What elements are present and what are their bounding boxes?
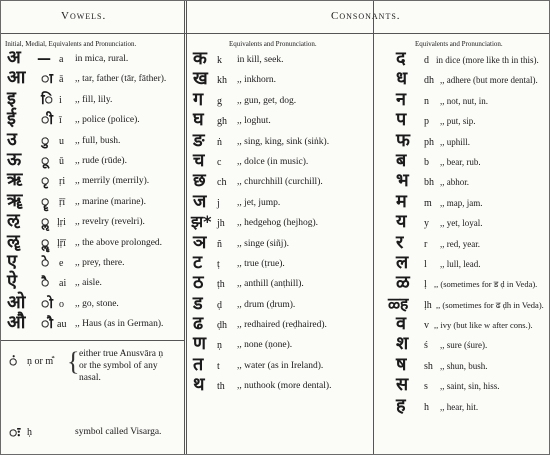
vowel-row [1,47,183,70]
vowel-medial: ै [41,275,50,292]
vowel-medial: ॣ [41,234,50,251]
vowel-translit: o [59,298,64,310]
consonant-char: द [396,48,406,69]
consonant-equivalent: ,, abhor. [440,177,469,188]
consonant-equivalent: ,, shun, bush. [440,360,488,371]
consonant-equivalent: ,, none (ṇone). [237,340,293,351]
consonants-list-1 [187,48,373,398]
vowel-row [1,87,183,111]
consonant-equivalent: ,, bear, rub. [440,156,481,167]
vowel-initial: अ [7,47,21,68]
consonant-equivalent: ,, saint, sin, hiss. [440,381,500,392]
consonant-equivalent: ,, (sometimes for ढ ḍh in Veda). [436,299,544,310]
consonant-translit: v [424,320,429,332]
consonant-row [187,48,373,71]
consonant-char: ङ [193,129,205,151]
consonant-equivalent: ,, sure (śure). [440,340,488,351]
consonant-char: ह [396,394,406,416]
consonant-char: ब [396,149,407,171]
vowel-medial: ॢ [41,214,50,231]
consonant-row [187,333,373,356]
consonant-equivalent: ,, adhere (but more dental). [440,75,538,86]
consonant-char: च [193,149,205,171]
vowel-translit: i [59,94,62,106]
consonant-row [187,251,373,275]
consonant-equivalent: ,, (sometimes for ड ḍ in Veda). [434,279,538,290]
vowel-equivalent: ,, go, stone. [75,298,119,309]
vowel-medial: ु [41,132,50,149]
vowel-initial: ऌ [7,210,20,232]
consonant-char: ठ [193,272,204,294]
vowel-medial: — [37,51,51,67]
consonant-char: ट [193,251,203,273]
vowel-initial: ई [7,108,16,130]
visarga-translit: ḥ [27,427,32,438]
consonant-char: त [193,353,204,375]
consonant-char: फ [396,129,410,151]
consonant-equivalent: ,, water (as in Ireland). [237,360,324,371]
consonant-equivalent: ,, map, jam. [440,197,483,208]
vowel-equivalent: ,, full, bush. [75,135,121,146]
vowel-equivalent: ,, tar, father (tār, fāther). [75,74,167,85]
consonant-translit: h [424,401,429,413]
vowel-medial: ो [41,295,53,312]
consonants-list-2 [376,48,549,418]
consonant-row [187,231,373,255]
consonant-row [187,170,373,193]
consonant-char: घ [193,109,204,131]
vowel-initial: आ [7,67,26,89]
header-rule [1,33,549,34]
vowel-equivalent: ,, Haus (as in German). [75,319,164,330]
vowel-equivalent: ,, marine (marine). [75,196,146,207]
vowel-translit: u [59,135,64,147]
consonant-char: व [396,313,407,335]
vowels-heading: Vowels. [61,10,107,22]
consonant-translit: ṭh [217,279,225,291]
consonant-translit: kh [217,75,227,87]
consonant-char: ढ [193,313,204,335]
consonant-char: ध [396,68,408,90]
consonant-translit: ḍh [217,320,227,332]
consonant-row [187,88,373,112]
consonant-translit: ph [424,136,434,148]
vowel-translit: au [57,319,67,331]
consonant-char: ळ्ह [388,293,409,313]
vowel-row [1,128,183,152]
consonant-equivalent: ,, lull, lead. [440,258,481,269]
consonant-char: म [396,190,407,212]
vowel-medial: ी [41,112,53,129]
consonants-heading: Consonants. [331,10,401,22]
consonant-row [187,313,373,336]
consonant-char: ख [193,68,208,90]
consonant-equivalent: ,, not, nut, in. [440,95,489,106]
consonant-equivalent: ,, yet, loyal. [440,218,483,229]
consonant-row [187,190,373,214]
consonant-equivalent: ,, inkhorn. [237,75,277,86]
consonant-row [187,129,373,153]
consonant-row [187,292,373,316]
consonant-translit: t [217,360,220,372]
consonant-equivalent: ,, red, year. [440,238,480,249]
vowel-translit: ḷṛi [57,217,66,229]
vowel-medial: ा [41,71,53,88]
consonant-translit: ṭ [217,258,220,270]
vowel-translit: ū [59,155,64,167]
consonant-row [187,109,373,132]
anusvara-sign: ं [9,354,18,370]
consonant-translit: bh [424,177,434,189]
consonant-translit: ḷ [424,279,427,291]
consonant-translit: ṅ [217,136,222,148]
anusvara-translit: ṇ or m̐ [27,356,54,367]
consonant-translit: sh [424,360,433,372]
consonant-row [376,394,549,418]
consonant-translit: ñ [217,238,222,250]
consonant-char: थ [193,374,205,396]
consonant-char: झ* [191,212,212,232]
anusvara-equiv-1: either true Anusvāra ṇ [79,349,164,359]
consonant-translit: jh [217,218,225,230]
vowel-initial: उ [7,128,17,150]
vowel-row [1,148,183,172]
vowel-row [1,108,183,131]
vowel-initial: ऐ [7,271,17,293]
consonant-char: प [396,109,407,131]
consonant-translit: gh [217,116,227,128]
consonant-row [187,272,373,295]
consonant-equivalent: ,, loghut. [237,116,271,127]
consonant-equivalent: ,, sing, king, sink (siṅk). [237,136,330,147]
vowel-translit: ī [59,115,62,127]
consonant-translit: g [217,95,222,107]
consonant-translit: k [217,55,222,66]
vowels-subheading: Initial, Medial, Equivalents and Pronunciation. [5,40,137,48]
consonant-translit: j [217,197,220,209]
consonant-equivalent: ,, put, sip. [440,116,476,127]
consonant-translit: ṇ [217,340,222,352]
consonant-char: य [396,211,407,233]
vowel-translit: ai [59,278,67,290]
consonant-equivalent: ,, dolce (in music). [237,156,309,167]
consonant-char: भ [396,170,409,192]
vowel-translit: ā [59,74,64,86]
consonant-char: ण [193,333,207,355]
vowel-medial: े [41,254,50,271]
consonant-equivalent: ,, drum (ḍrum). [237,299,296,310]
vowel-medial: ॄ [41,193,50,210]
consonant-translit: p [424,116,429,128]
consonant-equivalent: ,, ivy (but like w after cons.). [434,320,533,331]
anusvara-equiv-2: or the symbol of any [79,361,158,371]
consonant-row [187,353,373,377]
consonant-equivalent: ,, gun, get, dog. [237,95,297,106]
vowel-row [1,291,183,315]
consonant-translit: s [424,381,428,393]
consonant-equivalent: in kill, seek. [237,55,284,65]
consonants-subheading-2: Equivalents and Pronunciation. [415,40,503,48]
vowel-initial: ऊ [7,148,22,170]
consonant-char: श [396,333,409,355]
consonant-char: ग [193,88,204,110]
consonant-equivalent: ,, true (ṭrue). [237,258,285,269]
consonant-translit: th [217,381,225,393]
vowel-equivalent: ,, police (police). [75,115,140,126]
vowel-equivalent: in mica, rural. [75,54,129,64]
consonant-equivalent: ,, redhaired (reḍhaired). [237,320,327,331]
consonant-equivalent: ,, jet, jump. [237,197,281,208]
consonant-translit: ś [424,340,428,352]
vowel-translit: e [59,257,64,269]
consonant-char: ळ [396,272,410,294]
consonant-translit: n [424,95,429,107]
consonant-char: न [396,88,406,110]
consonant-char: क [193,48,207,69]
vowels-list [1,47,183,335]
consonant-translit: d [424,55,429,66]
consonant-translit: l [424,258,427,270]
vowel-row [1,230,183,254]
consonant-translit: dh [424,75,434,87]
consonant-equivalent: ,, hear, hit. [440,401,479,412]
consonant-translit: y [424,218,429,230]
consonant-char: ज [193,190,207,212]
consonant-equivalent: ,, nuthook (more dental). [237,381,332,392]
vowel-medial: ृ [41,173,50,190]
column-divider [373,1,374,454]
visarga-equiv: symbol called Visarga. [75,427,162,437]
vowel-row [1,67,183,90]
consonant-char: ष [396,353,407,375]
vowel-row [1,189,183,213]
consonant-equivalent: ,, uphill. [440,136,471,147]
vowel-equivalent: ,, rude (rūde). [75,155,127,166]
vowel-translit: a [59,54,64,65]
vowel-initial: ओ [7,291,26,313]
vowel-equivalent: ,, prey, there. [75,257,125,268]
consonant-equivalent: ,, hedgehog (hejhog). [237,218,318,229]
vowel-initial: इ [7,87,16,109]
vowel-initial: ए [7,250,17,272]
vowel-row [1,271,183,294]
vowel-translit: ṝī [59,196,66,208]
vowel-medial: ि [41,91,53,108]
vowel-row [1,210,183,233]
vowels-section-rule [1,340,184,341]
vowel-equivalent: ,, aisle. [75,278,102,289]
vowel-initial: औ [7,312,26,334]
consonant-equivalent: ,, anthill (anṭhill). [237,279,304,290]
visarga-sign: ः [9,425,21,441]
anusvara-equiv-3: nasal. [79,373,101,383]
consonants-subheading-1: Equivalents and Pronunciation. [229,40,317,48]
consonant-char: छ [193,170,206,192]
consonant-char: ञ [193,231,207,253]
consonant-translit: m [424,197,432,209]
consonant-char: र [396,231,404,253]
visarga-entry [1,427,183,447]
consonant-row [187,374,373,397]
vowel-row [1,169,183,192]
consonant-equivalent: ,, churchhill (curchill). [237,177,323,188]
consonant-equivalent: ,, singe (siñj). [237,238,289,249]
consonant-char: स [396,374,409,396]
consonant-translit: c [217,156,222,168]
vowel-initial: ऋ [7,169,23,191]
anusvara-entry [1,348,183,396]
vowel-translit: ḷṝī [57,237,66,249]
consonant-translit: ch [217,177,227,189]
consonant-translit: b [424,156,429,168]
consonant-translit: r [424,238,428,250]
consonant-row [187,68,373,91]
consonant-translit: ḍ [217,299,222,311]
consonant-equivalent: in dice (more like th in this). [436,55,539,65]
vowel-equivalent: ,, fill, lily. [75,94,113,105]
vowel-medial: ू [41,152,50,169]
consonant-char: ड [193,292,203,314]
vowel-equivalent: ,, the above prolonged. [75,237,163,248]
consonant-translit: ḷh [424,299,432,311]
vowel-medial: ौ [41,316,53,333]
consonant-row [187,149,373,173]
consonant-row [187,214,373,234]
vowel-equivalent: ,, revelry (revelri). [75,217,145,228]
brace-symbol: { [67,347,80,376]
vowel-equivalent: ,, merrily (merrily). [75,176,150,187]
vowel-row [1,312,183,335]
vowel-initial: ॡ [7,230,20,252]
consonant-char: ल [396,251,409,273]
vowel-translit: ṛi [59,176,66,188]
vowel-initial: ॠ [7,189,23,211]
vowel-row [1,250,183,274]
